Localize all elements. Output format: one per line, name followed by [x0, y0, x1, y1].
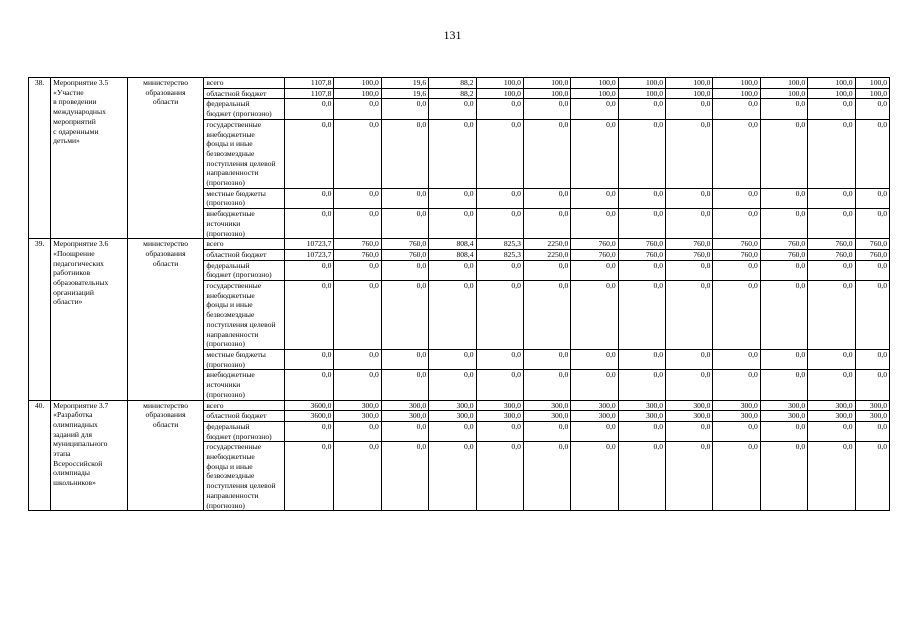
year-value: 760,0 — [666, 249, 713, 260]
year-value: 300,0 — [523, 400, 570, 411]
year-value: 100,0 — [713, 88, 760, 99]
year-value: 760,0 — [571, 239, 618, 250]
year-value: 300,0 — [476, 400, 523, 411]
year-value: 0,0 — [334, 119, 381, 188]
year-value: 0,0 — [808, 442, 855, 511]
year-value: 0,0 — [760, 370, 807, 400]
year-value: 760,0 — [666, 239, 713, 250]
year-value: 88,2 — [429, 78, 476, 89]
year-value: 0,0 — [855, 421, 889, 441]
year-value: 0,0 — [571, 119, 618, 188]
table-row — [29, 239, 890, 250]
year-value: 760,0 — [855, 239, 889, 250]
event-name: Мероприятие 3.5 «Участие в проведении международных мероприятий с одаренными детьми» — [51, 78, 128, 239]
year-value: 100,0 — [334, 78, 381, 89]
year-value: 760,0 — [713, 239, 760, 250]
year-value: 0,0 — [381, 119, 428, 188]
year-value: 760,0 — [381, 249, 428, 260]
year-value: 0,0 — [713, 99, 760, 119]
year-value: 0,0 — [334, 421, 381, 441]
year-value: 0,0 — [760, 188, 807, 208]
year-value: 300,0 — [334, 400, 381, 411]
year-value: 0,0 — [571, 99, 618, 119]
table-row — [29, 400, 890, 411]
year-value: 0,0 — [808, 281, 855, 350]
year-value: 0,0 — [429, 442, 476, 511]
year-value: 0,0 — [666, 349, 713, 369]
year-value: 300,0 — [808, 411, 855, 422]
funding-source: внебюджетные источники (прогнозно) — [204, 370, 285, 400]
year-value: 0,0 — [381, 209, 428, 239]
responsible-org: министерство образования области — [127, 239, 204, 400]
funding-source: внебюджетные источники (прогнозно) — [204, 209, 285, 239]
year-value: 0,0 — [476, 281, 523, 350]
total-value: 0,0 — [285, 281, 334, 350]
year-value: 0,0 — [666, 281, 713, 350]
year-value: 300,0 — [618, 400, 665, 411]
year-value: 0,0 — [476, 370, 523, 400]
year-value: 100,0 — [855, 88, 889, 99]
year-value: 0,0 — [429, 260, 476, 280]
year-value: 0,0 — [855, 119, 889, 188]
year-value: 0,0 — [808, 188, 855, 208]
year-value: 0,0 — [334, 370, 381, 400]
year-value: 300,0 — [618, 411, 665, 422]
year-value: 300,0 — [571, 411, 618, 422]
year-value: 0,0 — [855, 349, 889, 369]
year-value: 0,0 — [381, 421, 428, 441]
year-value: 0,0 — [523, 442, 570, 511]
year-value: 0,0 — [476, 442, 523, 511]
year-value: 0,0 — [571, 421, 618, 441]
year-value: 0,0 — [666, 188, 713, 208]
funding-source: областной бюджет — [204, 88, 285, 99]
total-value: 0,0 — [285, 442, 334, 511]
year-value: 0,0 — [523, 281, 570, 350]
year-value: 300,0 — [666, 411, 713, 422]
year-value: 100,0 — [666, 78, 713, 89]
year-value: 0,0 — [713, 188, 760, 208]
year-value: 100,0 — [618, 88, 665, 99]
year-value: 0,0 — [855, 260, 889, 280]
year-value: 100,0 — [666, 88, 713, 99]
year-value: 300,0 — [381, 411, 428, 422]
year-value: 0,0 — [334, 209, 381, 239]
funding-source: всего — [204, 78, 285, 89]
year-value: 0,0 — [381, 99, 428, 119]
year-value: 0,0 — [713, 119, 760, 188]
year-value: 760,0 — [618, 239, 665, 250]
year-value: 0,0 — [855, 370, 889, 400]
responsible-org: министерство образования области — [127, 78, 204, 239]
total-value: 3600,0 — [285, 400, 334, 411]
year-value: 0,0 — [760, 281, 807, 350]
year-value: 100,0 — [523, 78, 570, 89]
year-value: 100,0 — [808, 88, 855, 99]
year-value: 0,0 — [523, 188, 570, 208]
year-value: 760,0 — [334, 249, 381, 260]
year-value: 0,0 — [523, 209, 570, 239]
year-value: 0,0 — [571, 188, 618, 208]
total-value: 0,0 — [285, 209, 334, 239]
year-value: 0,0 — [808, 99, 855, 119]
year-value: 760,0 — [618, 249, 665, 260]
year-value: 19,6 — [381, 88, 428, 99]
total-value: 10723,7 — [285, 239, 334, 250]
year-value: 0,0 — [666, 119, 713, 188]
year-value: 760,0 — [334, 239, 381, 250]
year-value: 300,0 — [429, 411, 476, 422]
table-row — [29, 78, 890, 89]
funding-source: местные бюджеты (прогнозно) — [204, 349, 285, 369]
year-value: 100,0 — [334, 88, 381, 99]
year-value: 0,0 — [808, 349, 855, 369]
year-value: 0,0 — [855, 442, 889, 511]
total-value: 0,0 — [285, 260, 334, 280]
year-value: 0,0 — [760, 119, 807, 188]
year-value: 0,0 — [760, 442, 807, 511]
year-value: 0,0 — [666, 209, 713, 239]
year-value: 0,0 — [523, 99, 570, 119]
year-value: 0,0 — [666, 442, 713, 511]
year-value: 0,0 — [523, 421, 570, 441]
year-value: 0,0 — [476, 209, 523, 239]
year-value: 300,0 — [760, 400, 807, 411]
year-value: 0,0 — [571, 260, 618, 280]
year-value: 0,0 — [808, 421, 855, 441]
year-value: 100,0 — [571, 78, 618, 89]
year-value: 0,0 — [381, 188, 428, 208]
year-value: 0,0 — [760, 99, 807, 119]
year-value: 100,0 — [476, 88, 523, 99]
year-value: 0,0 — [429, 281, 476, 350]
total-value: 1107,8 — [285, 78, 334, 89]
funding-source: всего — [204, 239, 285, 250]
year-value: 0,0 — [618, 421, 665, 441]
total-value: 0,0 — [285, 349, 334, 369]
year-value: 100,0 — [523, 88, 570, 99]
year-value: 300,0 — [571, 400, 618, 411]
year-value: 0,0 — [571, 281, 618, 350]
row-number: 40. — [29, 400, 51, 511]
year-value: 0,0 — [476, 188, 523, 208]
year-value: 0,0 — [429, 209, 476, 239]
year-value: 825,3 — [476, 249, 523, 260]
year-value: 0,0 — [429, 370, 476, 400]
year-value: 300,0 — [855, 400, 889, 411]
year-value: 0,0 — [713, 209, 760, 239]
year-value: 0,0 — [476, 260, 523, 280]
year-value: 100,0 — [476, 78, 523, 89]
year-value: 0,0 — [334, 188, 381, 208]
year-value: 300,0 — [523, 411, 570, 422]
year-value: 300,0 — [713, 400, 760, 411]
funding-source: государственные внебюджетные фонды и иные безвозмездные поступления целевой направленности (прогнозно) — [204, 119, 285, 188]
year-value: 100,0 — [760, 78, 807, 89]
year-value: 0,0 — [855, 209, 889, 239]
year-value: 0,0 — [476, 349, 523, 369]
year-value: 760,0 — [808, 249, 855, 260]
funding-source: федеральный бюджет (прогнозно) — [204, 99, 285, 119]
year-value: 0,0 — [429, 99, 476, 119]
year-value: 0,0 — [808, 260, 855, 280]
year-value: 300,0 — [760, 411, 807, 422]
total-value: 3600,0 — [285, 411, 334, 422]
year-value: 0,0 — [381, 281, 428, 350]
year-value: 0,0 — [618, 442, 665, 511]
year-value: 100,0 — [808, 78, 855, 89]
year-value: 0,0 — [760, 349, 807, 369]
year-value: 0,0 — [666, 370, 713, 400]
total-value: 0,0 — [285, 370, 334, 400]
year-value: 0,0 — [618, 209, 665, 239]
year-value: 0,0 — [334, 349, 381, 369]
year-value: 0,0 — [571, 209, 618, 239]
year-value: 0,0 — [760, 260, 807, 280]
year-value: 825,3 — [476, 239, 523, 250]
funding-source: местные бюджеты (прогнозно) — [204, 188, 285, 208]
year-value: 0,0 — [760, 209, 807, 239]
funding-source: областной бюджет — [204, 249, 285, 260]
year-value: 0,0 — [523, 349, 570, 369]
year-value: 0,0 — [476, 421, 523, 441]
year-value: 0,0 — [618, 119, 665, 188]
year-value: 760,0 — [760, 239, 807, 250]
year-value: 0,0 — [381, 349, 428, 369]
year-value: 0,0 — [713, 260, 760, 280]
funding-source: федеральный бюджет (прогнозно) — [204, 260, 285, 280]
year-value: 0,0 — [855, 281, 889, 350]
page-number: 131 — [443, 28, 462, 42]
year-value: 300,0 — [713, 411, 760, 422]
year-value: 0,0 — [429, 349, 476, 369]
year-value: 0,0 — [618, 188, 665, 208]
total-value: 0,0 — [285, 99, 334, 119]
budget-table — [28, 77, 890, 511]
year-value: 0,0 — [381, 370, 428, 400]
year-value: 0,0 — [618, 99, 665, 119]
year-value: 0,0 — [334, 281, 381, 350]
year-value: 0,0 — [429, 421, 476, 441]
year-value: 0,0 — [713, 370, 760, 400]
year-value: 0,0 — [808, 370, 855, 400]
year-value: 0,0 — [381, 442, 428, 511]
year-value: 760,0 — [381, 239, 428, 250]
year-value: 0,0 — [713, 442, 760, 511]
year-value: 0,0 — [429, 188, 476, 208]
year-value: 760,0 — [713, 249, 760, 260]
total-value: 0,0 — [285, 119, 334, 188]
year-value: 0,0 — [523, 119, 570, 188]
year-value: 0,0 — [808, 209, 855, 239]
year-value: 100,0 — [618, 78, 665, 89]
year-value: 0,0 — [476, 119, 523, 188]
year-value: 0,0 — [713, 421, 760, 441]
year-value: 300,0 — [855, 411, 889, 422]
total-value: 0,0 — [285, 188, 334, 208]
total-value: 10723,7 — [285, 249, 334, 260]
year-value: 808,4 — [429, 239, 476, 250]
year-value: 0,0 — [571, 370, 618, 400]
responsible-org: министерство образования области — [127, 400, 204, 511]
year-value: 19,6 — [381, 78, 428, 89]
year-value: 0,0 — [713, 349, 760, 369]
year-value: 300,0 — [808, 400, 855, 411]
year-value: 0,0 — [429, 119, 476, 188]
year-value: 300,0 — [381, 400, 428, 411]
year-value: 0,0 — [571, 442, 618, 511]
year-value: 0,0 — [334, 260, 381, 280]
year-value: 100,0 — [855, 78, 889, 89]
year-value: 0,0 — [760, 421, 807, 441]
year-value: 0,0 — [666, 260, 713, 280]
year-value: 0,0 — [618, 260, 665, 280]
year-value: 760,0 — [808, 239, 855, 250]
year-value: 0,0 — [571, 349, 618, 369]
year-value: 0,0 — [618, 281, 665, 350]
total-value: 1107,8 — [285, 88, 334, 99]
year-value: 100,0 — [760, 88, 807, 99]
year-value: 300,0 — [476, 411, 523, 422]
year-value: 100,0 — [713, 78, 760, 89]
year-value: 300,0 — [334, 411, 381, 422]
year-value: 808,4 — [429, 249, 476, 260]
year-value: 0,0 — [808, 119, 855, 188]
funding-source: федеральный бюджет (прогнозно) — [204, 421, 285, 441]
row-number: 39. — [29, 239, 51, 400]
year-value: 2250,0 — [523, 249, 570, 260]
year-value: 0,0 — [334, 442, 381, 511]
year-value: 100,0 — [571, 88, 618, 99]
year-value: 0,0 — [523, 260, 570, 280]
funding-source: областной бюджет — [204, 411, 285, 422]
year-value: 300,0 — [429, 400, 476, 411]
year-value: 760,0 — [571, 249, 618, 260]
year-value: 0,0 — [618, 349, 665, 369]
year-value: 0,0 — [381, 260, 428, 280]
year-value: 760,0 — [760, 249, 807, 260]
event-name: Мероприятие 3.7 «Разработка олимпиадных заданий для муниципального этапа Всероссийской олимпиады школьников» — [51, 400, 128, 511]
year-value: 0,0 — [666, 421, 713, 441]
funding-source: государственные внебюджетные фонды и иные безвозмездные поступления целевой направленности (прогнозно) — [204, 281, 285, 350]
year-value: 0,0 — [476, 99, 523, 119]
total-value: 0,0 — [285, 421, 334, 441]
year-value: 0,0 — [618, 370, 665, 400]
year-value: 760,0 — [855, 249, 889, 260]
year-value: 0,0 — [855, 99, 889, 119]
year-value: 0,0 — [713, 281, 760, 350]
funding-source: всего — [204, 400, 285, 411]
year-value: 0,0 — [855, 188, 889, 208]
event-name: Мероприятие 3.6 «Поощрение педагогических работников образовательных организаций области» — [51, 239, 128, 400]
year-value: 88,2 — [429, 88, 476, 99]
row-number: 38. — [29, 78, 51, 239]
year-value: 0,0 — [666, 99, 713, 119]
year-value: 0,0 — [334, 99, 381, 119]
year-value: 0,0 — [523, 370, 570, 400]
year-value: 2250,0 — [523, 239, 570, 250]
year-value: 300,0 — [666, 400, 713, 411]
funding-source: государственные внебюджетные фонды и иные безвозмездные поступления целевой направленности (прогнозно) — [204, 442, 285, 511]
